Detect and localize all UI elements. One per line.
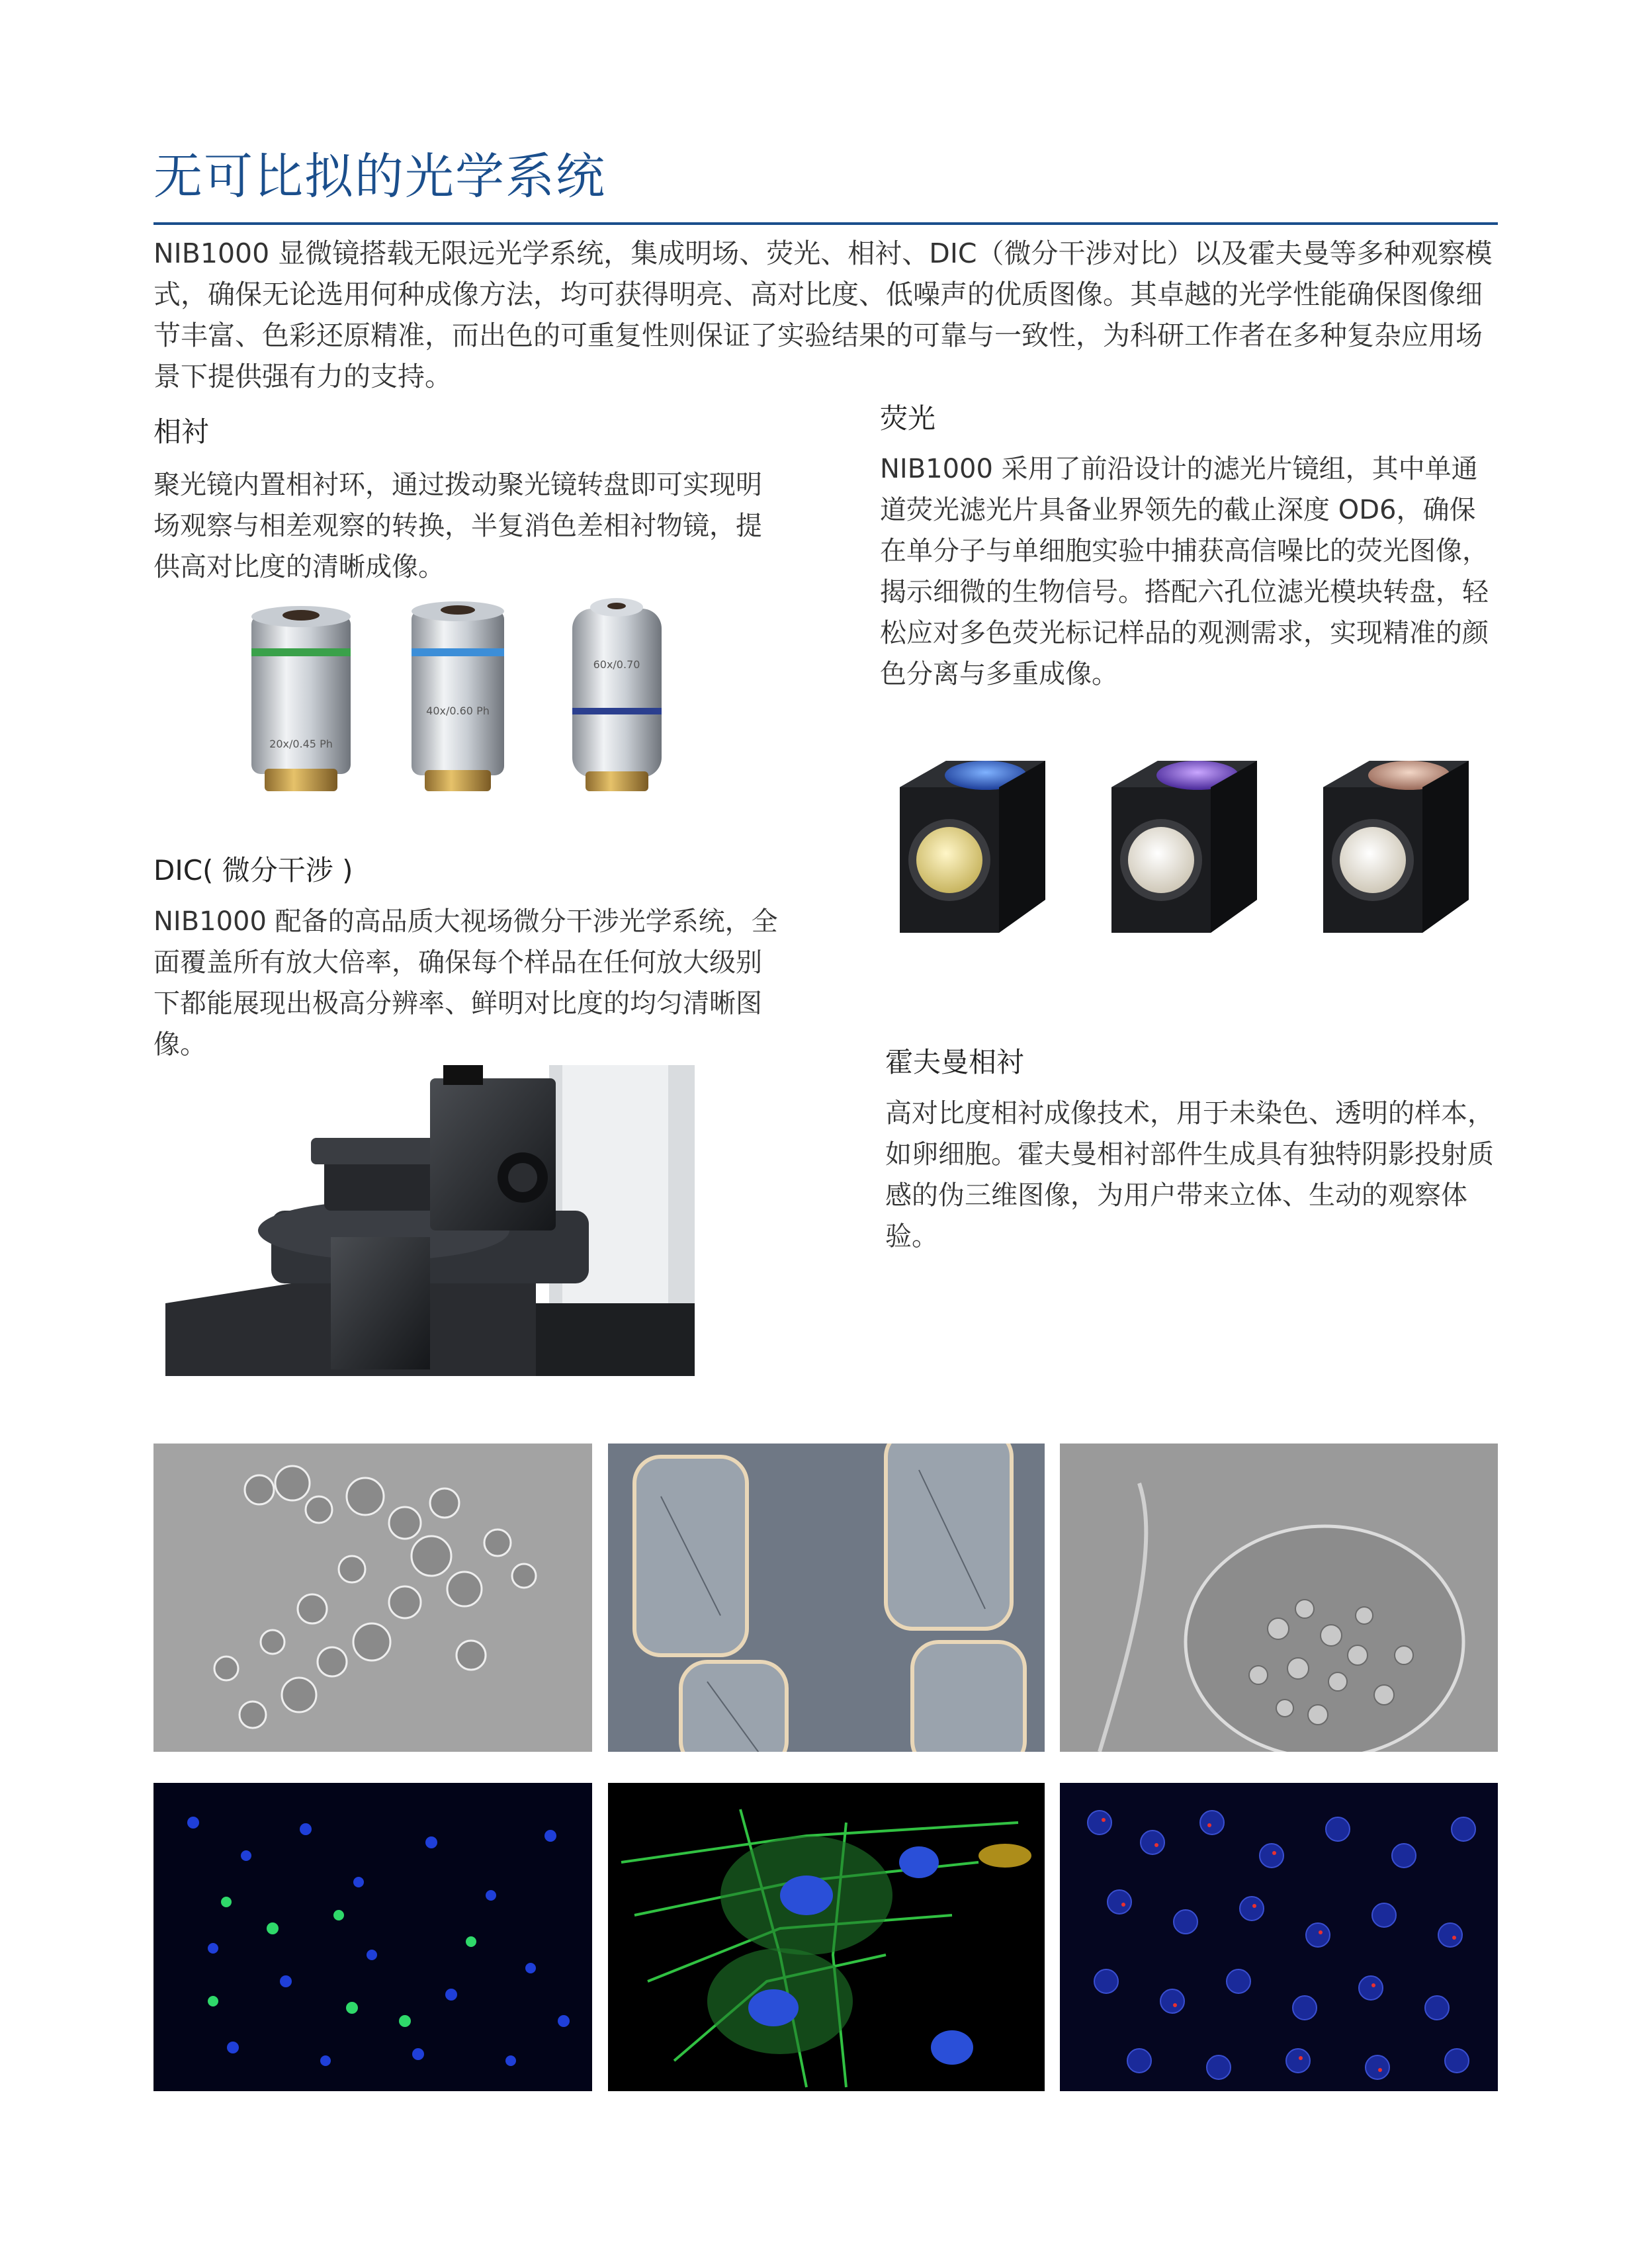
phase-heading: 相衬	[153, 415, 210, 448]
svg-text:60x/0.70: 60x/0.70	[593, 658, 640, 671]
fluorescence-nuclei-image	[153, 1783, 592, 2091]
phase-contrast-sample-image	[153, 1444, 592, 1752]
objectives-image	[238, 595, 701, 807]
objective-60x	[572, 598, 662, 791]
fluorescence-actin-image	[608, 1783, 1045, 2091]
dic-heading: DIC( 微分干涉 )	[153, 854, 353, 886]
filter-cubes-image	[887, 748, 1482, 946]
svg-text:40x/0.60 Ph: 40x/0.60 Ph	[426, 705, 490, 717]
dic-sample-image	[608, 1444, 1045, 1752]
fluorescence-spots-image	[1060, 1783, 1498, 2091]
hoffman-sample-image	[1060, 1444, 1498, 1752]
title-divider	[153, 222, 1498, 225]
filter-cube-1	[900, 761, 1045, 933]
fluorescence-body: NIB1000 采用了前沿设计的滤光片镜组，其中单通道荧光滤光片具备业界领先的截止深度 OD6，确保在单分子与单细胞实验中捕获高信噪比的荧光图像，揭示细微的生物信号。搭配六孔位滤光模块转盘，轻松应对多色荧光标记样品的观测需求，实现精准的颜色分离与多重成像。	[880, 454, 1489, 689]
dic-body: NIB1000 配备的高品质大视场微分干涉光学系统，全面覆盖所有放大倍率，确保每个样品在任何放大级别下都能展现出极高分辨率、鲜明对比度的均匀清晰图像。	[153, 906, 778, 1060]
intro-paragraph: NIB1000 显微镜搭载无限远光学系统，集成明场、荧光、相衬、DIC（微分干涉对比）以及霍夫曼等多种观察模式，确保无论选用何种成像方法，均可获得明亮、高对比度、低噪声的优质图像。其卓越的光学性能确保图像细节丰富、色彩还原精准，而出色的可重复性则保证了实验结果的可靠与一致性，为科研工作者在多种复杂应用场景下提供强有力的支持。	[153, 237, 1493, 392]
hoffman-heading: 霍夫曼相衬	[885, 1046, 1025, 1078]
svg-text:20x/0.45 Ph: 20x/0.45 Ph	[269, 738, 333, 750]
page-title: 无可比拟的光学系统	[153, 148, 606, 205]
microscope-photo	[165, 1065, 695, 1376]
objective-20x	[251, 606, 351, 791]
filter-cube-3	[1323, 761, 1469, 933]
fluorescence-heading: 荧光	[880, 402, 936, 435]
phase-body: 聚光镜内置相衬环，通过拨动聚光镜转盘即可实现明场观察与相差观察的转换，半复消色差相衬物镜，提供高对比度的清晰成像。	[153, 470, 762, 582]
objective-40x	[412, 601, 504, 791]
filter-cube-2	[1111, 761, 1257, 933]
hoffman-body: 高对比度相衬成像技术，用于未染色、透明的样本，如卵细胞。霍夫曼相衬部件生成具有独特阴影投射质感的伪三维图像，为用户带来立体、生动的观察体验。	[885, 1098, 1494, 1252]
